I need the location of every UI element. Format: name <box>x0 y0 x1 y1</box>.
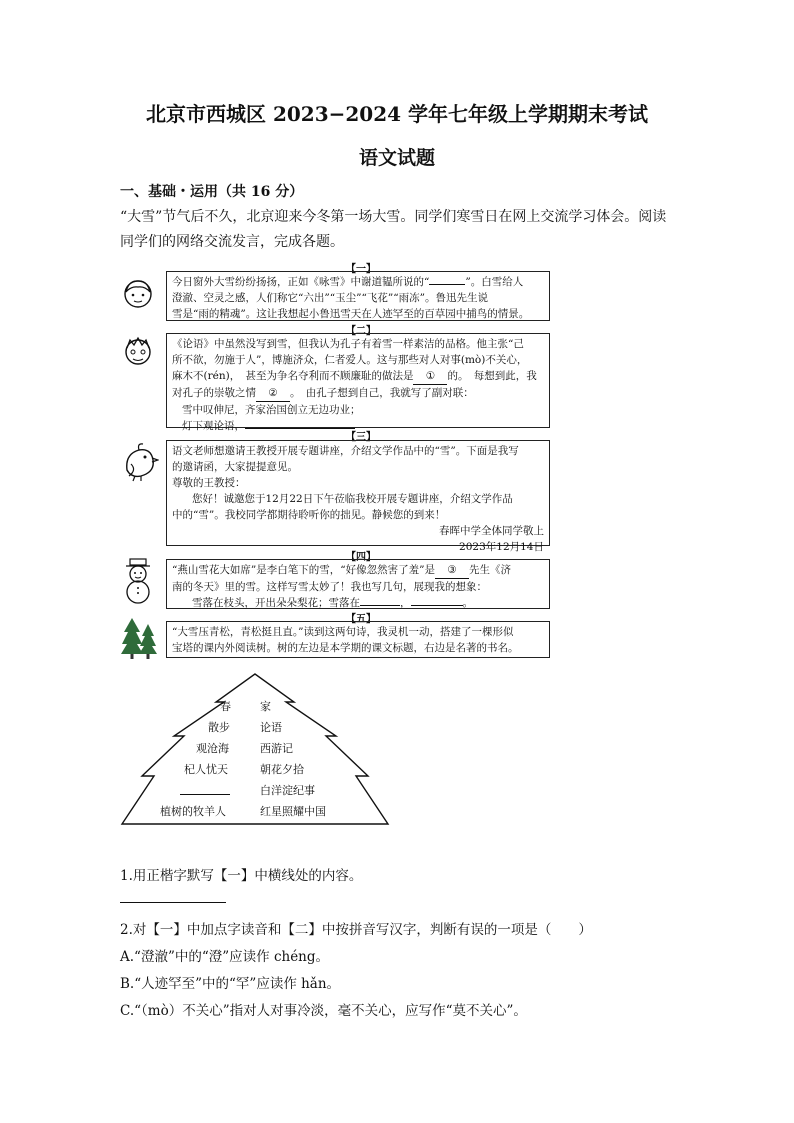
tree-blank[interactable] <box>180 782 230 795</box>
page-title: 北京市西城区 2023−2024 学年七年级上学期期末考试 <box>145 102 648 126</box>
option-c[interactable]: C.“（mò）不关心”指对人对事冷淡，毫不关心，应写作“莫不关心”。 <box>120 1003 527 1019</box>
block2-line: 所不欲，勿施于人”，博施济众，仁者爱人。这与那些对人对事(mò)不关心， <box>172 354 528 366</box>
answer-line[interactable] <box>120 902 226 903</box>
tree-right-item: 西游记 <box>260 742 293 755</box>
block5-line: “大雪压青松，青松挺且直。”读到这两句诗，我灵机一动，搭建了一棵形似 <box>172 626 514 638</box>
block4-line: 南的冬天》里的雪。这样写雪太妙了！我也写几句，展现我的想象： <box>172 581 487 593</box>
block1-line: 雪是“雨的精魂”。这让我想起小鲁迅雪天在人迹罕至的百草园中捕鸟的情景。 <box>172 308 530 320</box>
tree-left-item: 植树的牧羊人 <box>160 805 226 818</box>
tree-left-item: 散步 <box>208 721 230 734</box>
block-box-4: “燕山雪花大如席”是李白笔下的雪，“好像忽然害了羞”是 ③ 先生《济 南的冬天》里的雪。这样写雪太妙了！我也写几句，展现我的想象： 雪落在枝头，开出朵朵梨花；雪落在 ， 。 <box>166 559 550 609</box>
girl-face-icon <box>121 276 155 310</box>
option-b[interactable]: B.“人迹罕至”中的“罕”应读作 hǎn。 <box>120 976 341 992</box>
block-box-3 <box>166 440 550 553</box>
couplet-blank[interactable] <box>245 418 355 429</box>
question-1: 1.用正楷字默写【一】中横线处的内容。 <box>120 868 363 884</box>
fill-blank[interactable] <box>411 595 463 606</box>
block1-line: 澄澈、空灵之感，人们称它“六出”“玉尘”“飞花”“雨冻”。鲁迅先生说 <box>172 292 488 304</box>
invitation-body: 中的“雪”。我校同学都期待聆听你的拙见。静候您的到来！ <box>172 509 446 521</box>
intro-paragraph: “大雪”节气后不久，北京迎来今冬第一场大雪。同学们寒雪日在网上交流学习体会。阅读同学们的网络交流发言，完成各题。 <box>120 209 667 250</box>
fill-blank[interactable] <box>429 274 465 285</box>
tree-left-item: 观沧海 <box>196 742 229 755</box>
block-label-5: 【五】 <box>346 614 376 625</box>
invitation-body: 您好！诚邀您于12月22日下午莅临我校开展专题讲座，介绍文学作品 <box>192 493 513 505</box>
invitation-date: 2023年12月14日 <box>459 541 544 553</box>
snowman-icon <box>121 558 155 604</box>
block3-line: 的邀请函，大家提提意见。 <box>172 461 298 473</box>
block4-line: 先生《济 <box>468 564 511 576</box>
blank-1[interactable]: ① <box>413 368 447 385</box>
tree-left-item: 杞人忧天 <box>184 763 228 776</box>
block-label-4: 【四】 <box>346 552 376 563</box>
block2-line: 。 由孔子想到自己，我就写了副对联： <box>290 387 474 399</box>
couplet-line-1: 雪中叹伸尼，齐家治国创立无边功业； <box>182 404 361 416</box>
tree-right-item: 论语 <box>260 721 282 734</box>
blank-3[interactable]: ③ <box>435 562 469 579</box>
block1-line: 今日窗外大雪纷纷扬扬，正如《咏雪》中谢道韫所说的“ <box>172 276 430 288</box>
block4-line: 雪落在枝头，开出朵朵梨花；雪落在 <box>192 597 360 609</box>
block1-line: ”。白雪给人 <box>465 276 524 288</box>
block-box-2 <box>166 333 550 432</box>
couplet-line-2: 灯下观论语， <box>182 420 245 432</box>
boy-face-icon <box>121 334 155 368</box>
block-label-2: 【二】 <box>346 326 376 337</box>
blank-2[interactable]: ② <box>256 385 290 402</box>
option-a[interactable]: A.“澄澈”中的“澄”应读作 chéng。 <box>120 949 330 965</box>
tree-outline <box>122 674 388 824</box>
tree-left-item: 春 <box>220 700 231 713</box>
question-2: 2.对【一】中加点字读音和【二】中按拼音写汉字，判断有误的一项是（ ） <box>120 922 592 938</box>
invitation-signature: 春晖中学全体同学敬上 <box>439 525 544 537</box>
tree-right-item: 家 <box>260 700 271 713</box>
block2-line: 对孔子的崇敬之情 <box>172 387 256 399</box>
page-subtitle: 语文试题 <box>358 147 435 169</box>
block-box-1 <box>166 271 550 321</box>
bird-icon <box>121 440 159 482</box>
block-label-3: 【三】 <box>346 432 376 443</box>
section-heading: 一、基础・运用（共 16 分） <box>120 184 304 200</box>
pine-trees-icon <box>121 616 157 660</box>
block2-line: 《论语》中虽然没写到雪，但我认为孔子有着雪一样素洁的品格。他主张“己 <box>172 338 524 350</box>
invitation-salutation: 尊敬的王教授： <box>172 477 246 489</box>
block5-line: 宝塔的课内外阅读树。树的左边是本学期的课文标题，右边是名著的书名。 <box>172 642 519 654</box>
tree-right-item: 朝花夕拾 <box>260 763 304 776</box>
block-box-5 <box>166 621 550 658</box>
block3-line: 语文老师想邀请王教授开展专题讲座，介绍文学作品中的“雪”。下面是我写 <box>172 445 519 457</box>
block2-line: 麻木不(rén)， 甚至为争名夺利而不顾廉耻的做法是 <box>172 370 414 382</box>
tree-right-item: 红星照耀中国 <box>260 805 326 818</box>
block4-line: “燕山雪花大如席”是李白笔下的雪，“好像忽然害了羞”是 <box>172 564 435 576</box>
block-label-1: 【一】 <box>346 264 376 275</box>
block2-line: 的。 每想到此，我 <box>447 370 537 382</box>
tree-right-item: 白洋淀纪事 <box>260 784 315 797</box>
fill-blank[interactable] <box>360 595 400 606</box>
